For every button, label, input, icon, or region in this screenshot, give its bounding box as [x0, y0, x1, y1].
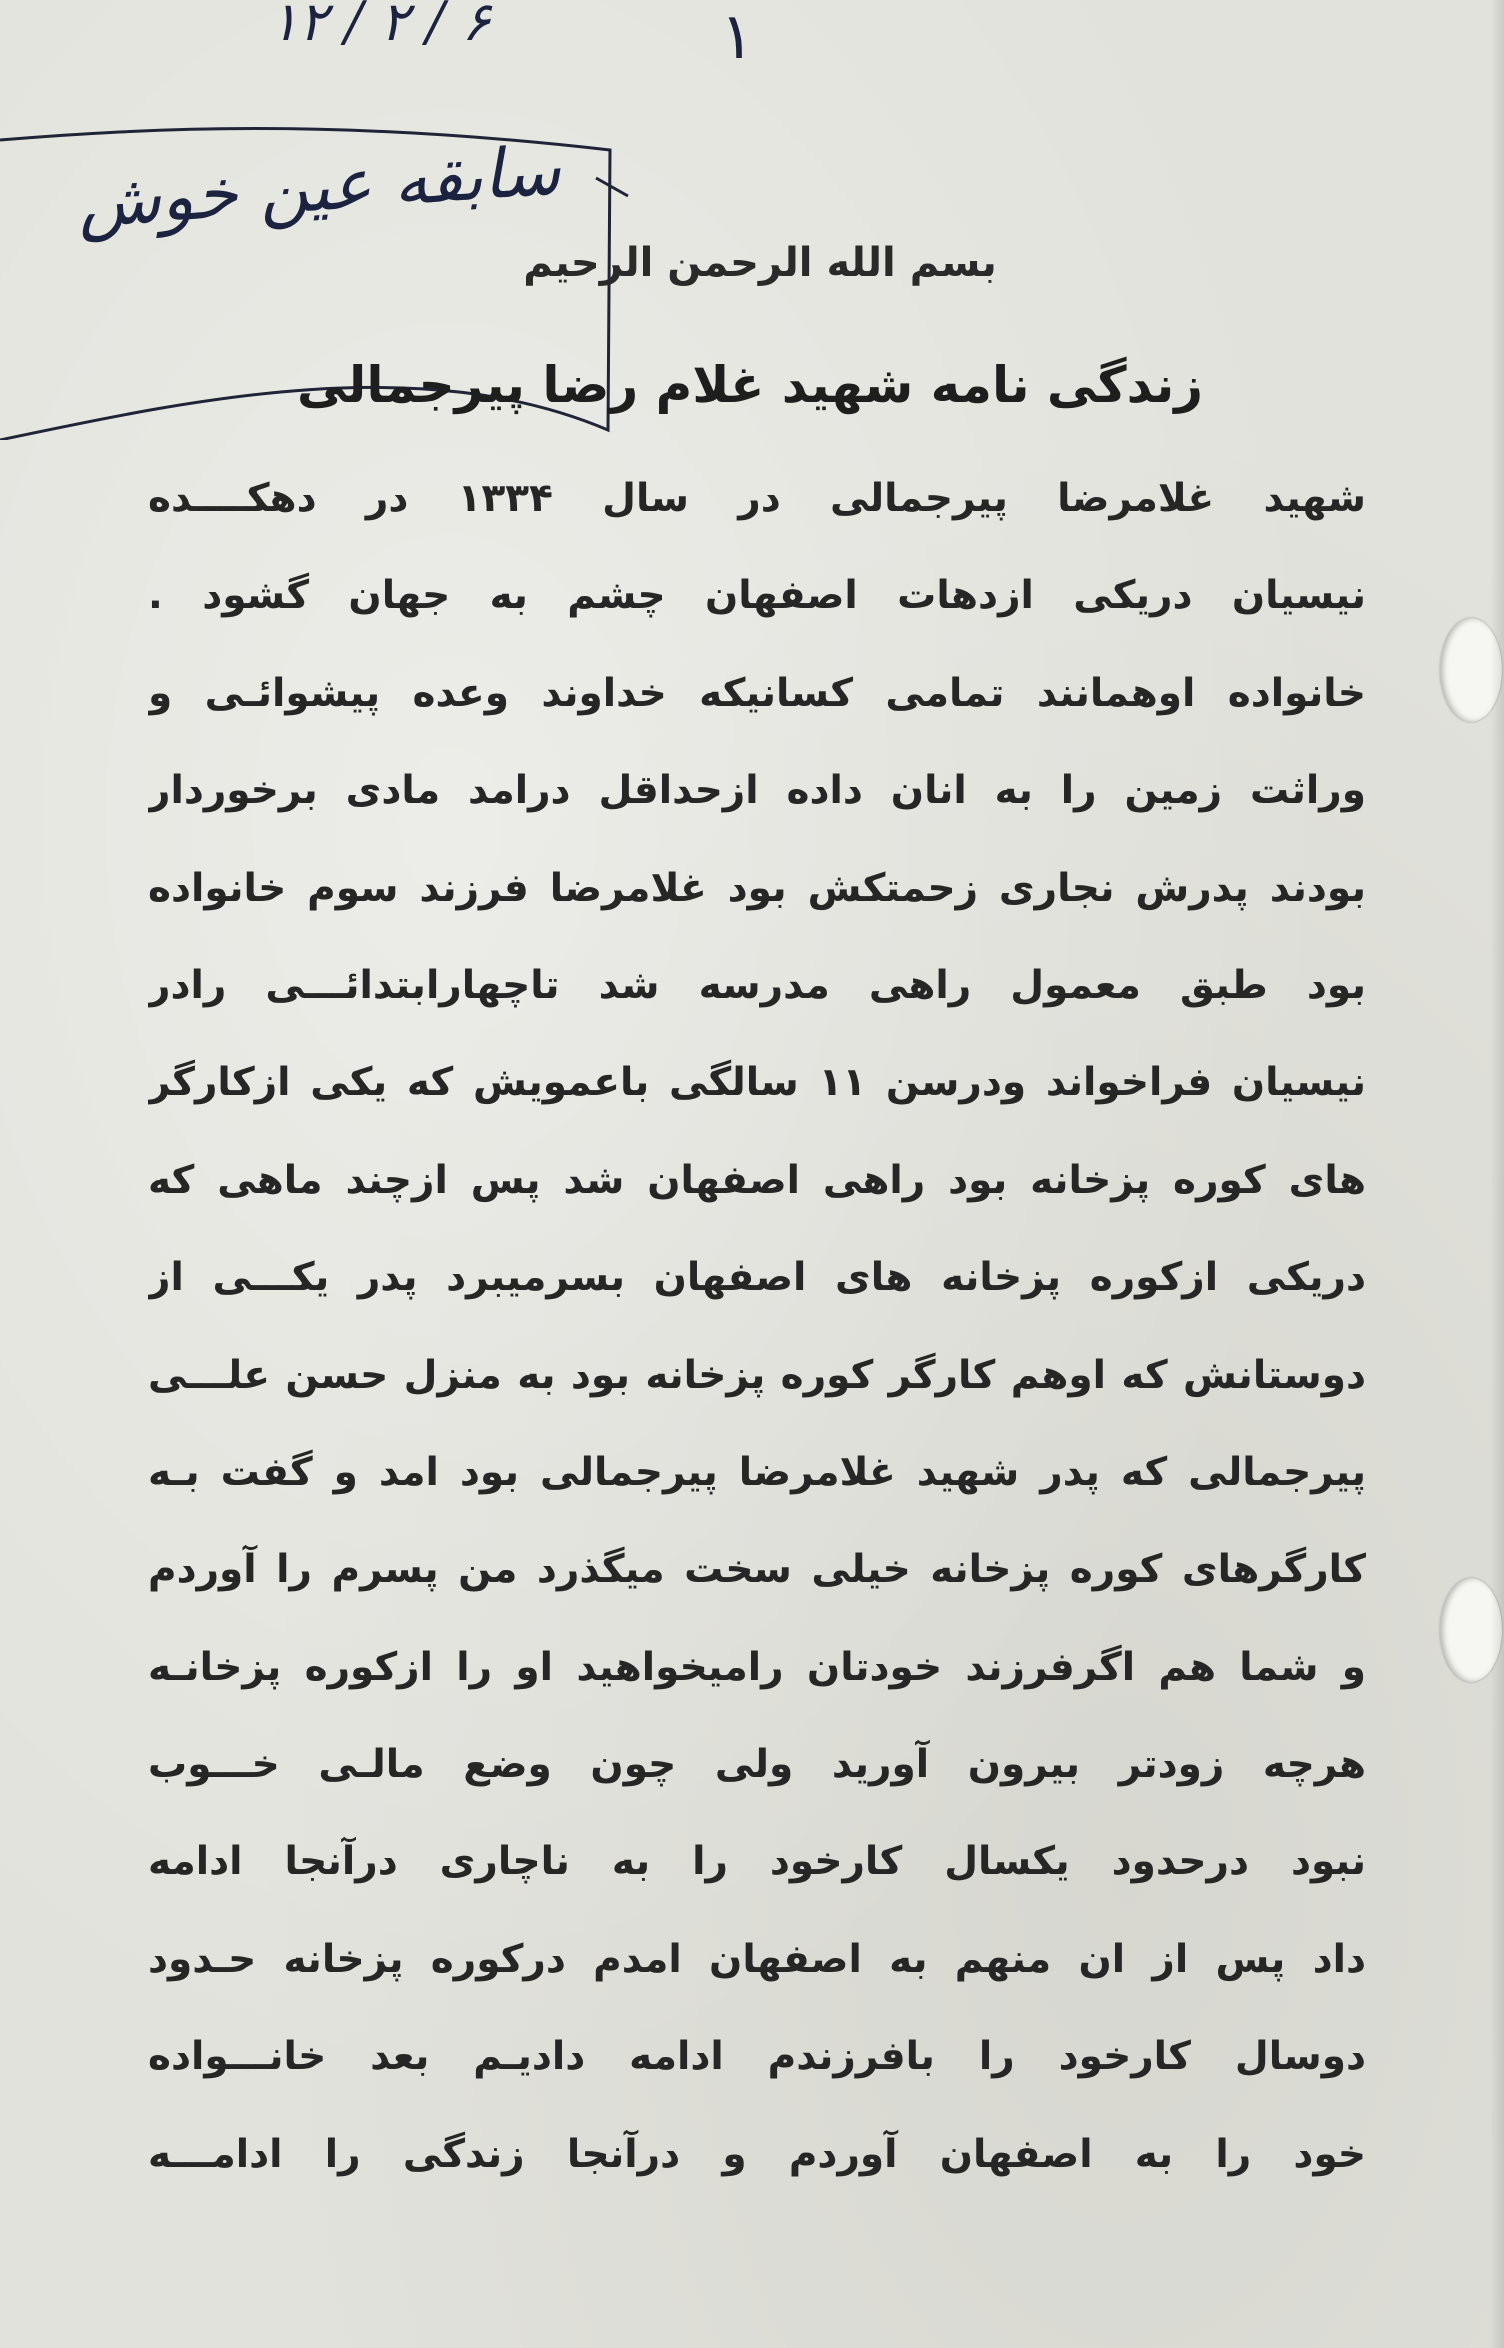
text-line: شهید غلامرضا پیرجمالی در سال ۱۳۳۴ در دهکــــده	[148, 476, 1366, 521]
text-line: دوستانش که اوهم کارگر کوره پزخانه بود به منزل حسن علـــی	[148, 1352, 1366, 1398]
text-line: کارگرهای کوره پزخانه خیلی سخت میگذرد من پسرم را آوردم	[148, 1547, 1366, 1593]
handwritten-name-note: سابقه عین خوش	[74, 131, 563, 244]
text-line: نیسیان فراخواند ودرسن ۱۱ سالگی باعمویش که یکی ازکارگر	[148, 1060, 1366, 1106]
handwritten-date-marks: ۶ / ۲ / ۱۲	[269, 0, 491, 53]
text-line: خود را به اصفهان آوردم و درآنجا زندگی را ادامـــه	[148, 2131, 1366, 2177]
text-line: پیرجمالی که پدر شهید غلامرضا پیرجمالی بود امد و گفت بـه	[148, 1449, 1366, 1495]
biography-text	[148, 450, 1366, 2203]
page-edge	[1490, 0, 1504, 2348]
handwritten-page-number: ۱	[720, 0, 755, 74]
text-line: خانواده اوهمانند تمامی کسانیکه خداوند وعده پیشوائـی و	[148, 670, 1366, 716]
text-line: دریکی ازکوره پزخانه های اصفهان بسرمیبرد پدر یکـــی از	[148, 1255, 1366, 1301]
text-line: نبود درحدود یکسال کارخود را به ناچاری درآنجا ادامه	[148, 1839, 1366, 1885]
text-line: و شما هم اگرفرزند خودتان رامیخواهید او را ازکوره پزخانـه	[148, 1644, 1366, 1690]
text-line: بود طبق معمول راهی مدرسه شد تاچهارابتدائـــی رادر	[148, 962, 1366, 1008]
text-line: های کوره پزخانه بود راهی اصفهان شد پس ازچند ماهی که	[148, 1157, 1366, 1203]
text-line: هرچه زودتر بیرون آورید ولی چون وضع مالـی خـــوب	[148, 1742, 1366, 1788]
document-title: زندگی نامه شهید غلام رضا پیرجمالی	[296, 356, 1204, 414]
text-line: وراثت زمین را به انان داده ازحداقل درامد مادی برخوردار	[148, 768, 1366, 814]
text-line: داد پس از ان منهم به اصفهان امدم درکوره پزخانه حـدود	[148, 1936, 1366, 1982]
text-line: نیسیان دریکی ازدهات اصفهان چشم به جهان گشود .	[148, 573, 1366, 619]
text-line: بودند پدرش نجاری زحمتکش بود غلامرضا فرزند سوم خانواده	[148, 865, 1366, 911]
text-line: دوسال کارخود را بافرزندم ادامه دادیـم بعد خانـــواده	[148, 2034, 1366, 2080]
basmala-heading: بسم الله الرحمن الرحیم	[523, 240, 997, 286]
